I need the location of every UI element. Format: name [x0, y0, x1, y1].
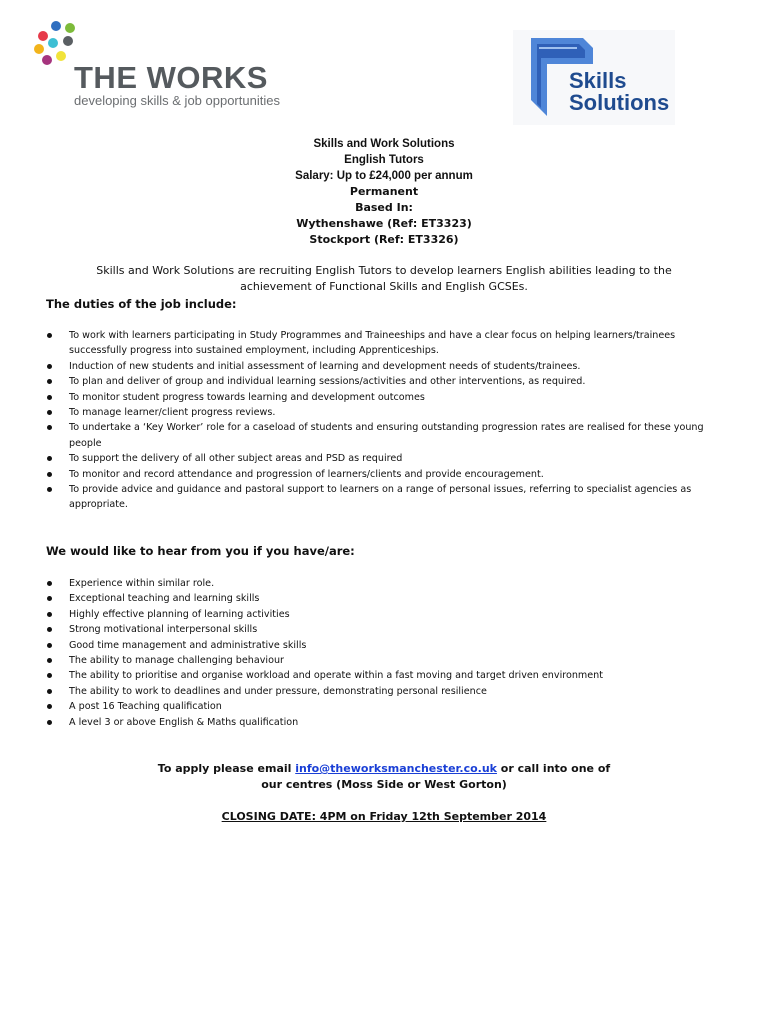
intro-paragraph [60, 263, 708, 295]
list-item: To work with learners participating in Study Programmes and Traineeships and have a clear focus on helping learners/trainees successfully progress into sustained employment, including Apprenticeships. [46, 328, 706, 359]
role-title: English Tutors [344, 153, 424, 166]
requirements-list [46, 576, 706, 730]
apply-line [0, 761, 768, 777]
location-stockport: Stockport (Ref: ET3326) [309, 232, 459, 246]
list-item: To provide advice and guidance and pastoral support to learners on a range of personal issues, referring to specialist agencies as appropriate. [46, 482, 706, 513]
list-item: To undertake a ‘Key Worker’ role for a caseload of students and ensuring outstanding progression rates are realised for these young people [46, 420, 706, 451]
logo-dot [63, 36, 73, 46]
apply-section [0, 761, 768, 793]
list-item: A level 3 or above English & Maths qualification [46, 715, 706, 730]
duties-list [46, 328, 706, 513]
list-item: The ability to prioritise and organise workload and operate within a fast moving and target driven environment [46, 668, 706, 683]
list-item: Induction of new students and initial assessment of learning and development needs of students/trainees. [46, 359, 706, 374]
org-name: Skills and Work Solutions [313, 138, 455, 150]
the-works-logo [32, 20, 302, 115]
contract-type: Permanent [349, 185, 419, 199]
solutions-word: Solutions [569, 90, 670, 115]
location-wythenshawe: Wythenshawe (Ref: ET3323) [296, 216, 472, 230]
logo-dot [42, 55, 52, 65]
list-item: A post 16 Teaching qualification [46, 699, 706, 714]
list-item: The ability to work to deadlines and under pressure, demonstrating personal resilience [46, 684, 706, 699]
logo-dot [65, 23, 75, 33]
list-item: To monitor and record attendance and progression of learners/clients and provide encouragement. [46, 467, 706, 482]
apply-prefix: To apply please email [157, 762, 296, 775]
list-item: To support the delivery of all other subject areas and PSD as required [46, 451, 706, 466]
duties-heading: The duties of the job include: [46, 297, 237, 311]
list-item: Exceptional teaching and learning skills [46, 591, 706, 606]
salary-text: Salary: Up to £24,000 per annum [295, 169, 473, 182]
list-item: Good time management and administrative skills [46, 638, 706, 653]
skills-word: Skills [569, 68, 627, 93]
email-link[interactable]: info@theworksmanchester.co.uk [295, 762, 497, 775]
intro-line: Skills and Work Solutions are recruiting English Tutors to develop learners English abilities leading to the [96, 264, 672, 277]
works-tagline: developing skills & job opportunities [74, 93, 280, 108]
intro-line: achievement of Functional Skills and English GCSEs. [240, 280, 528, 293]
logo-dot [48, 38, 58, 48]
apply-centres-line: our centres (Moss Side or West Gorton) [261, 778, 507, 791]
list-item: Experience within similar role. [46, 576, 706, 591]
logo-dot [38, 31, 48, 41]
list-item: To manage learner/client progress reviews. [46, 405, 706, 420]
list-item: To plan and deliver of group and individual learning sessions/activities and other interventions, as required. [46, 374, 706, 389]
skills-solutions-logo [513, 30, 675, 125]
apply-suffix: or call into one of [496, 762, 611, 775]
requirements-heading: We would like to hear from you if you have/are: [46, 544, 355, 558]
logo-dot [34, 44, 44, 54]
logo-dot [51, 21, 61, 31]
list-item: Highly effective planning of learning activities [46, 607, 706, 622]
based-in-label: Based In: [355, 201, 413, 215]
job-header [0, 137, 768, 248]
works-brand-name: THE WORKS [74, 60, 268, 95]
list-item: Strong motivational interpersonal skills [46, 622, 706, 637]
list-item: The ability to manage challenging behaviour [46, 653, 706, 668]
list-item: To monitor student progress towards learning and development outcomes [46, 390, 706, 405]
logo-dot [56, 51, 66, 61]
closing-date: CLOSING DATE: 4PM on Friday 12th September 2014 [221, 810, 547, 823]
